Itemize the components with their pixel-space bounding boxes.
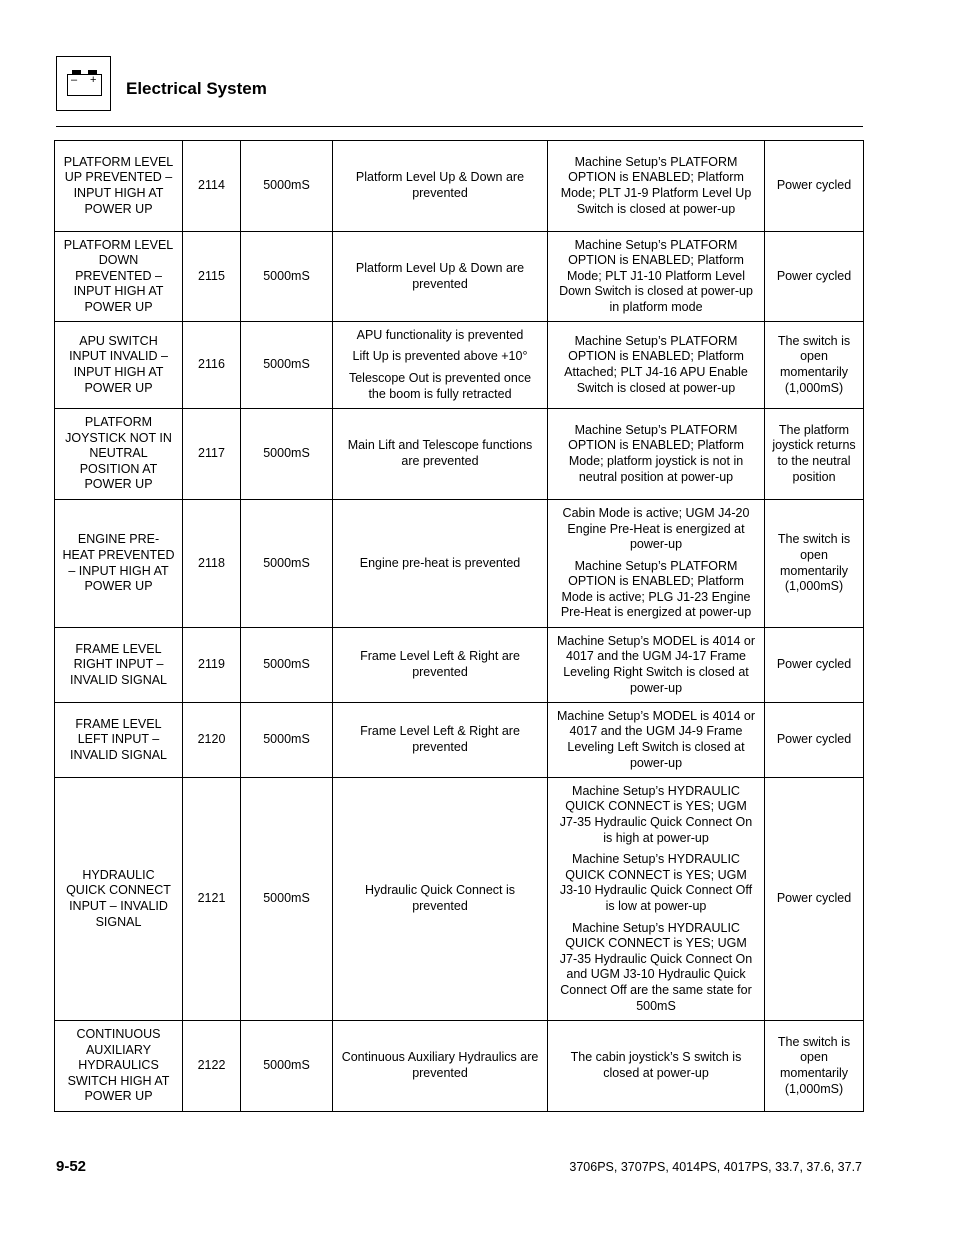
fault-clear-cell: Power cycled <box>765 232 864 322</box>
fault-cause-cell-line: Cabin Mode is active; UGM J4-20 Engine Pre-Heat is energized at power-up <box>562 505 750 552</box>
fault-clear-cell: Power cycled <box>765 628 864 703</box>
table-row <box>55 409 864 500</box>
battery-icon-frame <box>56 56 111 111</box>
fault-cause-cell-line: Machine Setup’s HYDRAULIC QUICK CONNECT is YES; UGM J7-35 Hydraulic Quick Connect On and UGM J3-10 Hydraulic Quick Connect Off are the same state for 500mS <box>559 920 753 1013</box>
fault-clear-cell: Power cycled <box>765 703 864 778</box>
fault-time-cell: 5000mS <box>241 778 333 1021</box>
fault-time-cell: 5000mS <box>241 703 333 778</box>
fault-effect-cell <box>333 628 548 703</box>
fault-cause-cell <box>548 1021 765 1112</box>
fault-time-cell: 5000mS <box>241 409 333 500</box>
fault-code-cell: 2119 <box>183 628 241 703</box>
fault-name-cell: APU SWITCH INPUT INVALID – INPUT HIGH AT POWER UP <box>55 322 183 409</box>
fault-effect-cell-line: Lift Up is prevented above +10° <box>352 349 528 364</box>
fault-clear-cell: The switch is open momentarily (1,000mS) <box>765 500 864 628</box>
fault-time-cell: 5000mS <box>241 500 333 628</box>
fault-effect-cell-line: Continuous Auxiliary Hydraulics are prevented <box>341 1050 539 1080</box>
fault-effect-cell-line: Frame Level Left & Right are prevented <box>360 649 520 679</box>
fault-effect-cell-line: Hydraulic Quick Connect is prevented <box>364 883 516 913</box>
table-row <box>55 1021 864 1112</box>
fault-cause-cell <box>548 141 765 232</box>
fault-effect-cell <box>333 500 548 628</box>
fault-effect-cell <box>333 232 548 322</box>
fault-name-cell: PLATFORM LEVEL UP PREVENTED – INPUT HIGH AT POWER UP <box>55 141 183 232</box>
fault-clear-cell: The switch is open momentarily (1,000mS) <box>765 1021 864 1112</box>
fault-cause-cell <box>548 409 765 500</box>
fault-effect-cell <box>333 409 548 500</box>
fault-clear-cell: The platform joystick returns to the neutral position <box>765 409 864 500</box>
fault-code-cell: 2116 <box>183 322 241 409</box>
fault-name-cell: HYDRAULIC QUICK CONNECT INPUT – INVALID SIGNAL <box>55 778 183 1021</box>
fault-code-cell: 2117 <box>183 409 241 500</box>
fault-code-cell: 2120 <box>183 703 241 778</box>
fault-cause-cell-line: The cabin joystick’s S switch is closed at power-up <box>570 1050 742 1080</box>
fault-effect-cell-line: Frame Level Left & Right are prevented <box>360 724 520 754</box>
fault-code-cell: 2115 <box>183 232 241 322</box>
fault-time-cell: 5000mS <box>241 232 333 322</box>
fault-table-body <box>55 141 864 1112</box>
fault-effect-cell-line: Platform Level Up & Down are prevented <box>355 260 525 291</box>
fault-effect-cell <box>333 703 548 778</box>
fault-name-cell: PLATFORM LEVEL DOWN PREVENTED – INPUT HIGH AT POWER UP <box>55 232 183 322</box>
page-number: 9-52 <box>56 1158 87 1175</box>
fault-clear-cell: Power cycled <box>765 141 864 232</box>
fault-name-cell: FRAME LEVEL LEFT INPUT – INVALID SIGNAL <box>55 703 183 778</box>
fault-cause-cell-line: Machine Setup’s MODEL is 4014 or 4017 and the UGM J4-9 Frame Leveling Left Switch is closed at power-up <box>556 708 756 770</box>
fault-cause-cell-line: Machine Setup’s HYDRAULIC QUICK CONNECT is YES; UGM J7-35 Hydraulic Quick Connect On is high at power-up <box>559 783 753 845</box>
fault-cause-cell <box>548 778 765 1021</box>
table-row <box>55 500 864 628</box>
fault-cause-cell-line: Machine Setup’s HYDRAULIC QUICK CONNECT is YES; UGM J3-10 Hydraulic Quick Connect Off is low at power-up <box>559 852 753 913</box>
fault-time-cell: 5000mS <box>241 141 333 232</box>
fault-cause-cell <box>548 703 765 778</box>
fault-time-cell: 5000mS <box>241 322 333 409</box>
fault-cause-cell-line: Machine Setup’s PLATFORM OPTION is ENABLED; Platform Mode; PLT J1-9 Platform Level Up Switch is closed at power-up <box>560 154 752 216</box>
fault-cause-cell <box>548 322 765 409</box>
fault-cause-cell-line: Machine Setup’s PLATFORM OPTION is ENABLED; Platform Mode; PLT J1-10 Platform Level Down Switch is closed at power-up in platform mode <box>559 237 753 314</box>
fault-effect-cell-line: Main Lift and Telescope functions are prevented <box>347 438 533 468</box>
fault-effect-cell <box>333 141 548 232</box>
minus-glyph: – <box>71 74 78 86</box>
section-title: Electrical System <box>126 79 267 98</box>
fault-name-cell: PLATFORM JOYSTICK NOT IN NEUTRAL POSITION AT POWER UP <box>55 409 183 500</box>
fault-time-cell: 5000mS <box>241 628 333 703</box>
fault-code-cell: 2122 <box>183 1021 241 1112</box>
table-row <box>55 703 864 778</box>
table-row <box>55 628 864 703</box>
fault-cause-cell-line: Machine Setup’s PLATFORM OPTION is ENABLED; Platform Mode is active; PLG J1-23 Engine Pre-Heat is energized at power-up <box>560 558 752 620</box>
fault-code-cell: 2118 <box>183 500 241 628</box>
table-row <box>55 141 864 232</box>
fault-effect-cell-line: APU functionality is prevented <box>356 327 524 342</box>
fault-effect-cell-line: Platform Level Up & Down are prevented <box>355 170 525 200</box>
fault-effect-cell-line: Telescope Out is prevented once the boom is fully retracted <box>348 371 532 401</box>
fault-cause-cell-line: Machine Setup’s MODEL is 4014 or 4017 and the UGM J4-17 Frame Leveling Right Switch is closed at power-up <box>556 633 756 695</box>
table-row <box>55 778 864 1021</box>
fault-effect-cell <box>333 1021 548 1112</box>
fault-time-cell: 5000mS <box>241 1021 333 1112</box>
battery-body <box>67 74 102 96</box>
model-list: 3706PS, 3707PS, 4014PS, 4017PS, 33.7, 37.6, 37.7 <box>569 1160 862 1174</box>
fault-name-cell: CONTINUOUS AUXILIARY HYDRAULICS SWITCH HIGH AT POWER UP <box>55 1021 183 1112</box>
fault-name-cell: ENGINE PRE-HEAT PREVENTED – INPUT HIGH AT POWER UP <box>55 500 183 628</box>
fault-cause-cell-line: Machine Setup’s PLATFORM OPTION is ENABLED; Platform Attached; PLT J4-16 APU Enable Switch is closed at power-up <box>564 333 748 395</box>
fault-code-cell: 2114 <box>183 141 241 232</box>
fault-effect-cell <box>333 778 548 1021</box>
fault-code-cell: 2121 <box>183 778 241 1021</box>
table-row <box>55 322 864 409</box>
plus-glyph: + <box>90 74 97 86</box>
fault-effect-cell <box>333 322 548 409</box>
fault-cause-cell <box>548 500 765 628</box>
fault-code-table <box>54 140 864 1112</box>
fault-cause-cell-line: Machine Setup’s PLATFORM OPTION is ENABLED; Platform Mode; platform joystick is not in neutral position at power-up <box>568 422 744 484</box>
fault-name-cell: FRAME LEVEL RIGHT INPUT – INVALID SIGNAL <box>55 628 183 703</box>
fault-cause-cell <box>548 628 765 703</box>
fault-cause-cell <box>548 232 765 322</box>
table-row <box>55 232 864 322</box>
fault-effect-cell-line: Engine pre-heat is prevented <box>359 555 521 570</box>
fault-clear-cell: Power cycled <box>765 778 864 1021</box>
header-divider <box>56 126 863 127</box>
fault-clear-cell: The switch is open momentarily (1,000mS) <box>765 322 864 409</box>
